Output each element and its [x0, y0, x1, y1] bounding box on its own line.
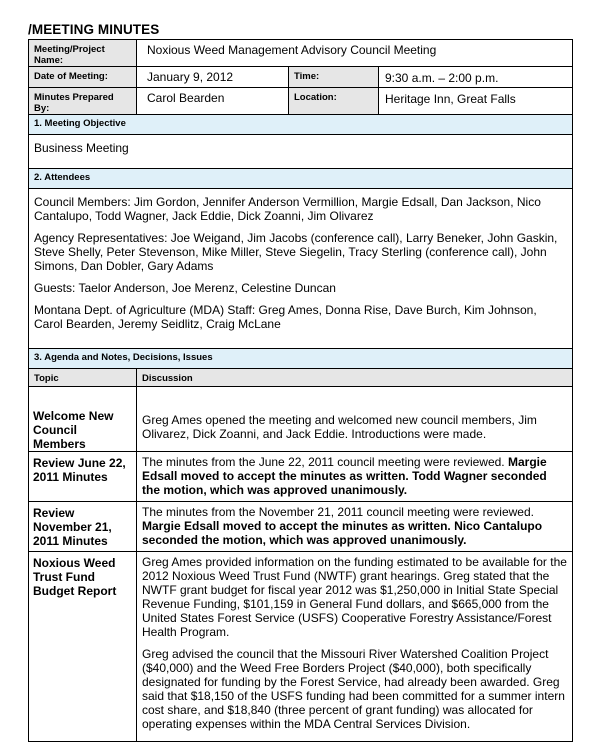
attendees-body: [29, 189, 573, 349]
attendees-guests: Guests: Taelor Anderson, Joe Merenz, Celestine Duncan: [34, 281, 336, 295]
agenda-topic: Welcome New Council Members: [29, 387, 137, 452]
prepared-by-label: Minutes Prepared By:: [29, 88, 137, 115]
agenda-discussion: [137, 502, 573, 552]
attendees-heading-row: [29, 169, 573, 189]
meeting-name-value: Noxious Weed Management Advisory Council Meeting: [137, 40, 573, 67]
agenda-discussion: [137, 387, 573, 452]
agenda-discussion: [137, 452, 573, 502]
motion-text: Margie Edsall moved to accept the minutes as written. Todd Wagner seconded the motion, which was approved unanimously.: [142, 455, 547, 497]
meeting-name-label: Meeting/Project Name:: [29, 40, 137, 67]
attendees-council-members: Council Members: Jim Gordon, Jennifer Anderson Vermillion, Margie Edsall, Dan Jackson, Nico Cantalupo, Todd Wagner, Jack Eddie, Dick Zoanni, Jim Olivarez: [34, 195, 541, 223]
minutes-table: [28, 39, 573, 742]
agenda-row: [29, 502, 573, 552]
discussion-column-header: Discussion: [137, 369, 573, 387]
agenda-column-header-row: [29, 369, 573, 387]
topic-column-header: Topic: [29, 369, 137, 387]
location-value: Heritage Inn, Great Falls: [379, 88, 573, 115]
date-value: January 9, 2012: [137, 67, 289, 88]
attendees-body-row: [29, 189, 573, 349]
agenda-topic: Review November 21, 2011 Minutes: [29, 502, 137, 552]
discussion-text: The minutes from the June 22, 2011 council meeting were reviewed.: [142, 455, 508, 469]
attendees-mda-staff: Montana Dept. of Agriculture (MDA) Staff: Greg Ames, Donna Rise, Dave Burch, Kim Johnson, Carol Bearden, Jeremy Seidlitz, Craig McLane: [34, 303, 537, 331]
motion-text: Margie Edsall moved to accept the minutes as written. Nico Cantalupo seconded the motion, which was approved unanimously.: [142, 519, 543, 547]
time-label: Time:: [289, 67, 379, 88]
agenda-heading-row: [29, 349, 573, 369]
objective-heading: 1. Meeting Objective: [29, 115, 573, 135]
date-label: Date of Meeting:: [29, 67, 137, 88]
discussion-text: Greg advised the council that the Missouri River Watershed Coalition Project ($40,000) and the Weed Free Borders Project ($40,000), both specifically designated for funding by the Forest Service, had already been awarded. Greg said that $18,150 of the USFS funding had been committed for a summer intern cost share, and $18,840 (three percent of grant funding) was allocated for operating expenses within the MDA Central Services Division.: [142, 647, 565, 731]
agenda-heading: 3. Agenda and Notes, Decisions, Issues: [29, 349, 573, 369]
time-value: 9:30 a.m. – 2:00 p.m.: [379, 67, 573, 88]
objective-body-row: [29, 135, 573, 169]
attendees-agency-representatives: Agency Representatives: Joe Weigand, Jim Jacobs (conference call), Larry Beneker, John Gaskin, Steve Shelly, Peter Stevenson, Mike Miller, Steve Siegelin, Tracy Sterling (conference call), John Simons, Dan Dobler, Gary Adams: [34, 231, 558, 273]
location-label: Location:: [289, 88, 379, 115]
attendees-heading: 2. Attendees: [29, 169, 573, 189]
agenda-row: [29, 552, 573, 742]
discussion-text: Greg Ames provided information on the funding estimated to be available for the 2012 Noxious Weed Trust Fund (NWTF) grant hearings. Greg stated that the NWTF grant budget for fiscal year 2012 was $1,250,000 in Initial State Special Revenue Funding, $101,159 in General Fund dollars, and $665,000 from the United States Forest Service (USFS) Cooperative Forestry Assistance/Forest Health Program.: [142, 555, 567, 639]
document-title: /MEETING MINUTES: [28, 22, 160, 37]
agenda-row: [29, 452, 573, 502]
prepared-by-value: Carol Bearden: [137, 88, 289, 115]
discussion-text: Greg Ames opened the meeting and welcomed new council members, Jim Olivarez, Dick Zoanni, and Jack Eddie. Introductions were made.: [142, 413, 537, 441]
objective-text: Business Meeting: [29, 135, 573, 169]
agenda-row: [29, 387, 573, 452]
discussion-text: The minutes from the November 21, 2011 council meeting were reviewed.: [142, 505, 534, 519]
objective-heading-row: [29, 115, 573, 135]
prepared-location-row: [29, 88, 573, 115]
meeting-name-row: [29, 40, 573, 67]
date-time-row: [29, 67, 573, 88]
agenda-topic: Review June 22, 2011 Minutes: [29, 452, 137, 502]
agenda-topic: Noxious Weed Trust Fund Budget Report: [29, 552, 137, 742]
agenda-discussion: [137, 552, 573, 742]
